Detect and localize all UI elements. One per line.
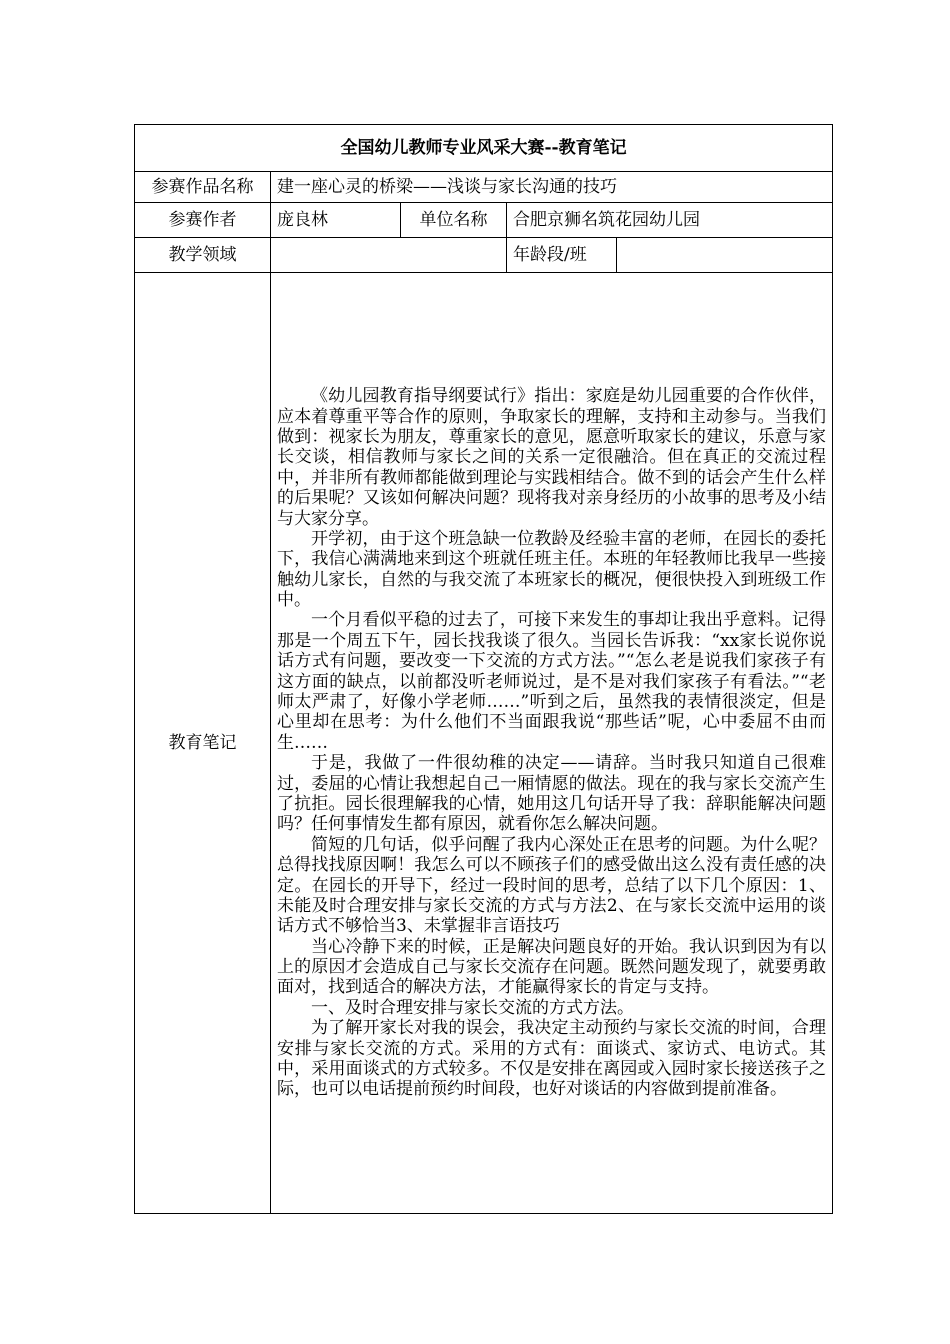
entry-form-table [134, 124, 833, 1214]
notes-paragraph: 为了解开家长对我的误会，我决定主动预约与家长交流的时间，合理安排与家长交流的方式。采用的方式有：面谈式、家访式、电访式。其中，采用面谈式的方式较多。不仅是安排在离园或入园时家长接送孩子之际，也可以电话提前预约时间段，也好对谈话的内容做到提前准备。 [277, 1018, 827, 1100]
notes-paragraph: 当心冷静下来的时候，正是解决问题良好的开始。我认识到因为有以上的原因才会造成自己与家长交流存在问题。既然问题发现了，就要勇敢面对，找到适合的解决方法，才能赢得家长的肯定与支持。 [277, 936, 827, 998]
notes-paragraph: 一个月看似平稳的过去了，可接下来发生的事却让我出乎意料。记得那是一个周五下午，园长找我谈了很久。当园长告诉我：“xx家长说你说话方式有问题，要改变一下交流的方式方法。”“怎么老是说我们家孩子有这方面的缺点，以前都没听老师说过，是不是对我们家孩子有看法。”“老师太严肃了，好像小学老师……”听到之后，虽然我的表情很淡定，但是心里却在思考：为什么他们不当面跟我说“那些话”呢，心中委屈不由而生…… [277, 610, 827, 753]
notes-section-heading: 一、及时合理安排与家长交流的方式方法。 [311, 997, 634, 1018]
notes-paragraph: 开学初，由于这个班急缺一位教龄及经验丰富的老师，在园长的委托下，我信心满满地来到这个班就任班主任。本班的年轻教师比我早一些接触幼儿家长，自然的与我交流了本班家长的概况，便很快投入到班级工作中。 [277, 528, 827, 611]
work-name-value: 建一座心灵的桥梁——浅谈与家长沟通的技巧 [271, 172, 833, 203]
unit-value: 合肥京狮名筑花园幼儿园 [507, 203, 833, 238]
notes-label: 教育笔记 [135, 273, 271, 1214]
notes-paragraph: 《幼儿园教育指导纲要试行》指出：家庭是幼儿园重要的合作伙伴，应本着尊重平等合作的原则，争取家长的理解，支持和主动参与。当我们做到：视家长为朋友，尊重家长的意见，愿意听取家长的建议，乐意与家长交谈，相信教师与家长之间的关系一定很融洽。但在真正的交流过程中，并非所有教师都能做到理论与实践相结合。做不到的话会产生什么样的后果呢？又该如何解决问题？现将我对亲身经历的小故事的思考及小结与大家分享。 [277, 386, 827, 529]
unit-label: 单位名称 [401, 203, 507, 238]
domain-value [271, 238, 507, 273]
notes-body [271, 273, 833, 1214]
work-name-label: 参赛作品名称 [135, 172, 271, 203]
notes-paragraph: 于是，我做了一件很幼稚的决定——请辞。当时我只知道自己很难过，委屈的心情让我想起自己一厢情愿的做法。现在的我与家长交流产生了抗拒。园长很理解我的心情，她用这几句话开导了我：辞职能解决问题吗？任何事情发生都有原因，就看你怎么解决问题。 [277, 753, 827, 835]
author-label: 参赛作者 [135, 203, 271, 238]
domain-label: 教学领域 [135, 238, 271, 273]
age-class-label: 年龄段/班 [507, 238, 617, 273]
form-title: 全国幼儿教师专业风采大赛--教育笔记 [135, 125, 833, 172]
age-class-value [617, 238, 833, 273]
notes-paragraph: 简短的几句话，似乎问醒了我内心深处正在思考的问题。为什么呢？总得找找原因啊！我怎么可以不顾孩子们的感受做出这么没有责任感的决定。在园长的开导下，经过一段时间的思考，总结了以下几个原因：1、未能及时合理安排与家长交流的方式与方法2、在与家长交流中运用的谈话方式不够恰当3、未掌握非言语技巧 [277, 834, 827, 937]
author-value: 庞良林 [271, 203, 401, 238]
